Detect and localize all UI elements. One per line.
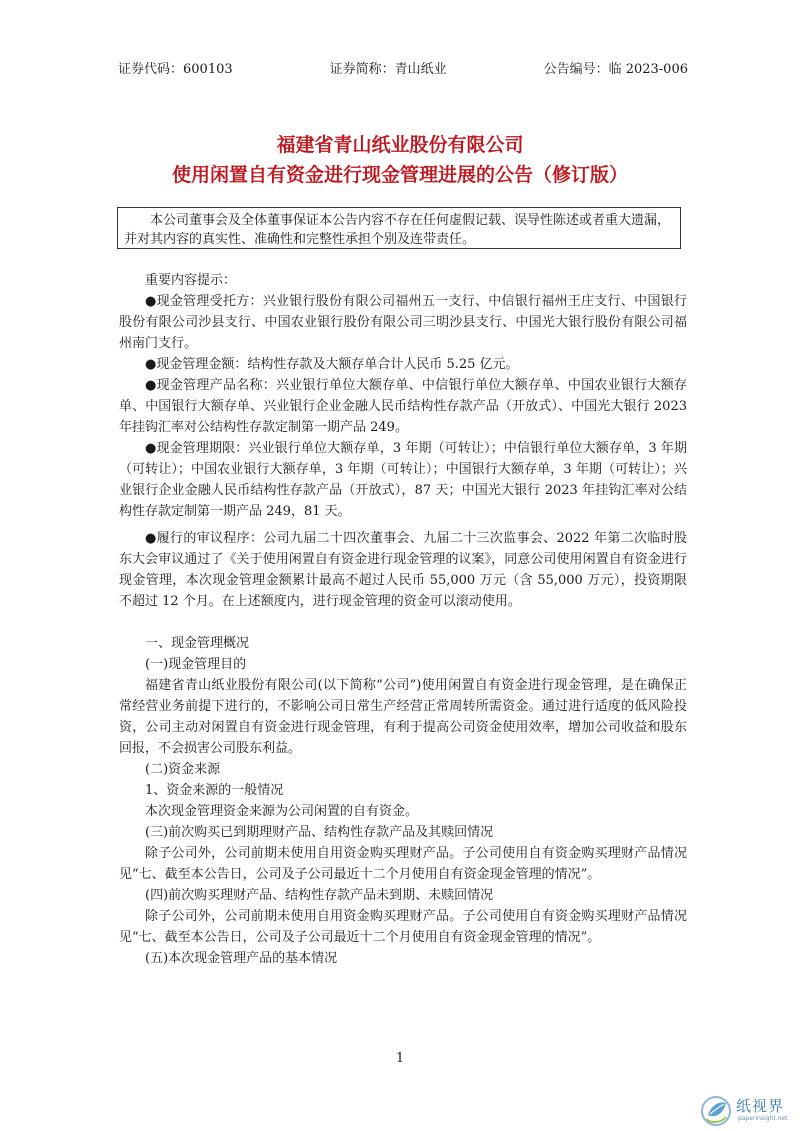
subheading-source-general: 1、资金来源的一般情况 [145,783,284,798]
subheading-matured: (三)前次购买已到期理财产品、结构性存款产品及其赎回情况 [145,825,494,840]
company-title: 福建省青山纸业股份有限公司 [276,134,524,156]
stock-code: 证券代码：600103 [118,62,233,77]
page-number: 1 [395,1051,405,1066]
paragraph-matured: 除子公司外，公司前期未使用自用资金购买理财产品。子公司使用自有资金购买理财产品情况见“七、截至本公告日，公司及子公司最近十二个月使用自有资金现金管理的情况”。 [119,846,687,882]
bullet-trustee: ●现金管理受托方：兴业银行股份有限公司福州五一支行、中信银行福州王庄支行、中国银行股份有限公司沙县支行、中国农业银行股份有限公司三明沙县支行、中国光大银行股份有限公司福州南门支行。 [119,294,687,351]
subheading-purpose: (一)现金管理目的 [145,657,247,672]
stock-short-name: 证券简称：青山纸业 [329,62,447,77]
subheading-product-basics: (五)本次现金管理产品的基本情况 [145,951,338,966]
disclaimer-box: 本公司董事会及全体董事保证本公告内容不存在任何虚假记载、误导性陈述或者重大遗漏，并对其内容的真实性、准确性和完整性承担个别及连带责任。 [117,207,681,249]
notice-title: 使用闲置自有资金进行现金管理进展的公告（修订版） [171,164,628,186]
document-body [119,270,687,969]
paragraph-purpose: 福建省青山纸业股份有限公司(以下简称“公司”)使用闲置自有资金进行现金管理，是在确保正常经营业务前提下进行的，不影响公司日常生产经营正常周转所需资金。通过进行适度的低风险投资，公司主动对闲置自有资金进行现金管理，有利于提高公司资金使用效率，增加公司收益和股东回报，不会损害公司股东利益。 [119,678,687,756]
bullet-amount: ●现金管理金额：结构性存款及大额存单合计人民币 5.25 亿元。 [145,357,519,372]
subheading-source: (二)资金来源 [145,762,221,777]
section-heading-overview: 一、现金管理概况 [145,636,250,651]
paragraph-unmatured: 除子公司外，公司前期未使用自用资金购买理财产品。子公司使用自有资金购买理财产品情况见“七、截至本公告日，公司及子公司最近十二个月使用自有资金现金管理的情况”。 [119,909,687,945]
subheading-unmatured: (四)前次购买理财产品、结构性存款产品未到期、未赎回情况 [145,888,494,903]
watermark-url: paperinsight.net [738,1115,788,1122]
leaf-logo-icon [698,1093,734,1129]
paragraph-source: 本次现金管理资金来源为公司闲置的自有资金。 [145,804,419,819]
watermark-logo [698,1093,798,1129]
document-header [118,58,688,77]
notice-number: 公告编号：临 2023-006 [543,62,688,77]
bullet-products: ●现金管理产品名称：兴业银行单位大额存单、中信银行单位大额存单、中国农业银行大额存单、中国银行大额存单、兴业银行企业金融人民币结构性存款产品（开放式）、中国光大银行 2023 年挂钩汇率对公结构性存款定制第一期产品 249。 [119,378,687,435]
bullet-term: ●现金管理期限：兴业银行单位大额存单，3 年期（可转让）；中信银行单位大额存单，3 年期（可转让）；中国农业银行大额存单，3 年期（可转让）；中国银行大额存单，3 年期（可转让）；兴业银行企业金融人民币结构性存款产品（开放式），87 天；中国光大银行 2023 年挂钩汇率对公结构性存款定制第一期产品 249，81 天。 [119,441,687,519]
bullet-procedure: ●履行的审议程序：公司九届二十四次董事会、九届二十三次监事会、2022 年第二次临时股东大会审议通过了《关于使用闲置自有资金进行现金管理的议案》，同意公司使用闲置自有资金进行现金管理，本次现金管理金额累计最高不超过人民币 55,000 万元（含 55,000 万元），投资期限不超过 12 个月。在上述额度内，进行现金管理的资金可以滚动使用。 [119,531,687,609]
watermark-name: 纸视界 [736,1097,785,1115]
key-points-label: 重要内容提示： [145,273,237,288]
